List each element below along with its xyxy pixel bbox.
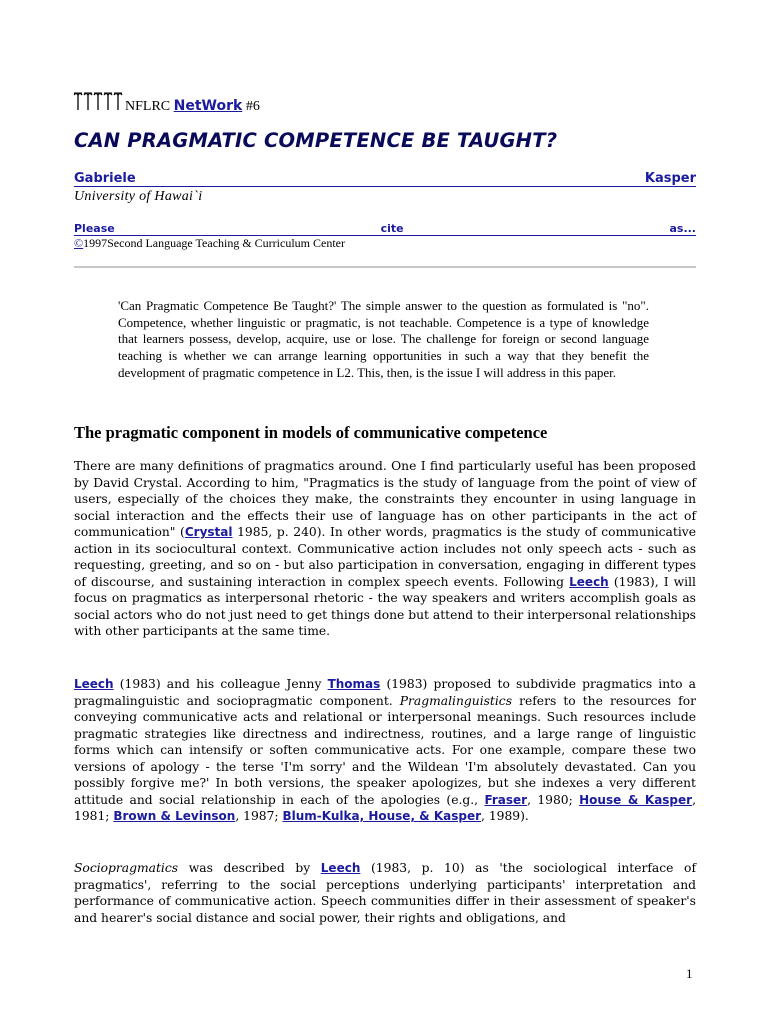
crystal-link[interactable]: Crystal bbox=[184, 525, 233, 539]
copyright-line bbox=[74, 236, 345, 251]
thomas-link[interactable]: Thomas bbox=[327, 677, 381, 691]
text-span: (1983, p. 10) as 'the sociological interface of pragmatics', referring to the social perceptions underlying participants' interpretation and performance of communicative action. Speech communities differ in their assessment of speaker's and hearer's social distance and social power, their rights and obligations, and bbox=[74, 861, 696, 925]
leech-link[interactable]: Leech bbox=[320, 861, 361, 875]
leech-link[interactable]: Leech bbox=[74, 677, 114, 691]
abstract: 'Can Pragmatic Competence Be Taught?' The simple answer to the question as formulated is "no". Competence, whether linguistic or pragmatic, is not teachable. Competence is a type of knowledge that learners possess, develop, acquire, use or lose. The challenge for foreign or second language teaching is whether we can arrange learning opportunities in such a way that they benefit the development of pragmatic competence in L2. This, then, is the issue I will address in this paper. bbox=[118, 298, 649, 380]
text-span: , 1987; bbox=[235, 809, 283, 823]
brown-levinson-link[interactable]: Brown & Levinson bbox=[113, 809, 236, 823]
paragraph-3 bbox=[74, 860, 696, 926]
author-link[interactable] bbox=[74, 171, 696, 187]
house-kasper-link[interactable]: House & Kasper bbox=[579, 792, 693, 807]
author-first-name[interactable]: Gabriele bbox=[74, 171, 136, 186]
copyright-text: 1997Second Language Teaching & Curriculum Center bbox=[83, 236, 345, 250]
cite-please[interactable]: Please bbox=[74, 222, 115, 235]
leech-link[interactable]: Leech bbox=[569, 574, 609, 589]
divider bbox=[74, 266, 696, 268]
text-span: (1983), I will focus on pragmatics as interpersonal rhetoric - the way speakers and writers accomplish goals as social actors who do not just need to get things done but attend to their interpersonal relationships with other participants at the same time. bbox=[74, 574, 696, 638]
copyright-link[interactable]: © bbox=[74, 236, 84, 250]
text-span: , 1981; bbox=[74, 792, 696, 823]
network-link[interactable]: NetWork bbox=[173, 98, 243, 114]
text-span: was described by bbox=[178, 861, 321, 875]
paragraph-1 bbox=[74, 458, 696, 640]
author-affiliation: University of Hawai`i bbox=[74, 189, 203, 204]
cite-as[interactable]: as... bbox=[669, 222, 696, 235]
term-pragmalinguistics: Pragmalinguistics bbox=[399, 693, 513, 708]
header-prefix: NFLRC bbox=[125, 99, 171, 114]
page-number: 1 bbox=[686, 966, 693, 981]
text-span: 1985, p. 240). In other words, pragmatics is the study of communicative action in its sociocultural context. Communicative action includes not only speech acts - such as requesting, greeting, and so on - but also participation in conversation, engaging in different types of discourse, and sustaining interaction in complex speech events. Following bbox=[74, 525, 696, 589]
text-span: refers to the resources for conveying communicative acts and relational or interpersonal meanings. Such resources include pragmatic strategies like directness and indirectness, routines, and a large range of linguistic forms which can intensify or soften communicative acts. For one example, compare these two versions of apology - the terse 'I'm sorry' and the Wildean 'I'm absolutely devastated. Can you possibly forgive me?' In both versions, the speaker apologizes, but she indexes a very different attitude and social relationship in each of the apologies (e.g., bbox=[74, 693, 696, 807]
text-span: , 1980; bbox=[527, 792, 580, 807]
cite-cite[interactable]: cite bbox=[380, 222, 404, 235]
citation-link[interactable] bbox=[74, 222, 696, 236]
header-suffix: #6 bbox=[245, 99, 260, 114]
page-title: CAN PRAGMATIC COMPETENCE BE TAUGHT? bbox=[74, 129, 558, 152]
author-last-name[interactable]: Kasper bbox=[644, 171, 696, 186]
text-span: (1983) proposed to subdivide pragmatics into a pragmalinguistic and sociopragmatic component. bbox=[74, 677, 696, 708]
paragraph-2 bbox=[74, 676, 696, 825]
text-span: There are many definitions of pragmatics around. One I find particularly useful has been proposed by David Crystal. According to him, "Pragmatics is the study of language from the point of view of users, especially of the choices they make, the constraints they encounter in using language in social interaction and the effects their use of language has on other participants in the act of communication" ( bbox=[74, 459, 696, 539]
series-header bbox=[74, 92, 260, 115]
term-sociopragmatics: Sociopragmatics bbox=[74, 861, 179, 875]
text-span: , 1989). bbox=[481, 809, 529, 823]
fraser-link[interactable]: Fraser bbox=[484, 792, 528, 807]
section-heading: The pragmatic component in models of communicative competence bbox=[74, 423, 548, 442]
palm-trees-logo-icon bbox=[74, 92, 124, 115]
blum-kulka-link[interactable]: Blum-Kulka, House, & Kasper bbox=[282, 809, 482, 823]
text-span: (1983) and his colleague Jenny bbox=[113, 677, 328, 691]
